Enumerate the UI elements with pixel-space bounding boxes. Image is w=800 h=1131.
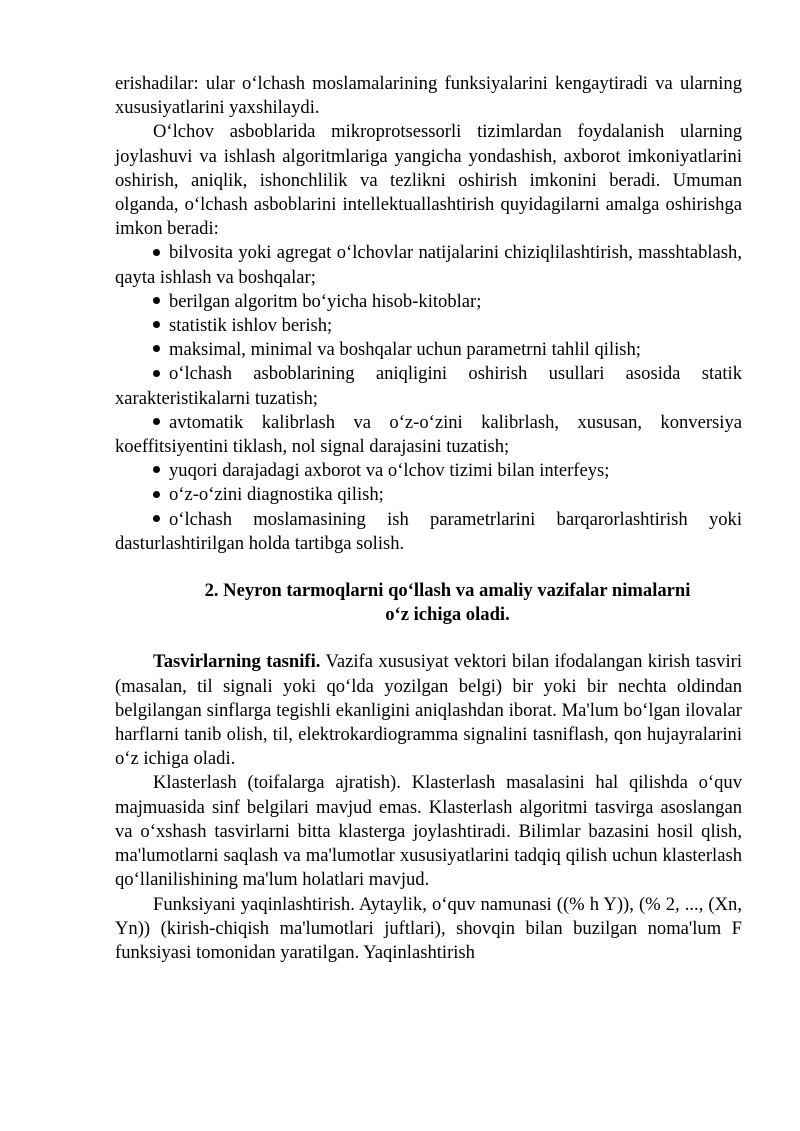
bullet-icon — [153, 491, 160, 498]
list-item-text: o‘lchash asboblarining aniqligini oshirish usullari asosida statik xarakteristikalarni tuzatish; — [115, 363, 742, 409]
bullet-icon — [153, 345, 160, 352]
paragraph-clustering: Klasterlash (toifalarga ajratish). Klasterlash masalasini hal qilishda o‘quv majmuasida sinf belgilari mavjud emas. Klasterlash algoritmi tasvirga asoslangan va o‘xshash tasvirlarni bitta klasterga joylashtiradi. Bilimlar bazasini hosil qlish, ma'lumotlarni saqlash va ma'lumotlar xususiyatlarini tadqiq qilish uchun klasterlash qo‘llanilishining ma'lum holatlari mavjud. — [115, 772, 742, 891]
paragraph-function-approximation: Funksiyani yaqinlashtirish. Aytaylik, o‘quv namunasi ((% h Y)), (% 2, ..., (Xn, Yn)) (kirish-chiqish ma'lumotlari juftlari), shovqin bilan buzilgan noma'lum F funksiyasi tomonidan yaratilgan. Yaqinlashtirish — [115, 893, 742, 963]
paragraph-text: Vazifa xususiyat vektori bilan ifodalangan kirish tasviri (masalan, til signali yoki qo‘lda yozilgan belgi) bir yoki bir nechta oldindan belgilangan sinflarga tegishli ekanligini aniqlashdan iborat. Ma'lum bo‘lgan ilovalar harflarni tanib olish, til, elektrokardiogramma signalini tasniflash, qon hujayralarini o‘z ichiga oladi. — [115, 651, 742, 770]
bullet-icon — [153, 370, 160, 377]
bullet-icon — [153, 515, 160, 522]
list-item — [115, 508, 742, 556]
list-item — [115, 362, 742, 410]
section-heading-line1: 2. Neyron tarmoqlarni qo‘llash va amaliy vazifalar nimalarni — [204, 580, 691, 602]
list-item-text: maksimal, minimal va boshqalar uchun parametrni tahlil qilish; — [169, 339, 641, 361]
list-item — [115, 241, 742, 289]
list-item-text: berilgan algoritm bo‘yicha hisob-kitoblar; — [169, 290, 482, 312]
bullet-icon — [153, 418, 160, 425]
list-item — [115, 338, 742, 362]
bullet-icon — [153, 249, 160, 256]
list-item — [115, 290, 742, 314]
section-heading — [115, 579, 742, 627]
paragraph-image-classification — [115, 650, 742, 771]
bullet-icon — [153, 466, 160, 473]
bullet-icon — [153, 297, 160, 304]
list-item-text: o‘z-o‘zini diagnostika qilish; — [169, 484, 384, 506]
list-item — [115, 483, 742, 507]
list-item — [115, 411, 742, 459]
list-item-text: o‘lchash moslamasining ish parametrlarini barqarorlashtirish yoki dasturlashtirilgan holda tartibga solish. — [115, 508, 742, 554]
list-item-text: yuqori darajadagi axborot va o‘lchov tizimi bilan interfeys; — [169, 460, 610, 482]
list-item-text: statistik ishlov berish; — [169, 315, 333, 337]
paragraph-lead-term: Tasvirlarning tasnifi. — [153, 651, 321, 673]
paragraph-intro: O‘lchov asboblarida mikroprotsessorli tizimlardan foydalanish ularning joylashuvi va ishlash algoritmlariga yangicha yondashish, axborot imkoniyatlarini oshirish, aniqlik, ishonchlilik va tezlikni oshirish imkonini beradi. Umuman olganda, o‘lchash asboblarini intellektuallashtirish quyidagilarni amalga oshirishga imkon beradi: — [115, 121, 742, 240]
document-page — [115, 72, 742, 965]
paragraph-intro-continuation: erishadilar: ular o‘lchash moslamalarining funksiyalarini kengaytiradi va ularning xususiyatlarini yaxshilaydi. — [115, 73, 742, 119]
section-heading-line2: o‘z ichiga oladi. — [385, 604, 510, 626]
list-item — [115, 459, 742, 483]
list-item — [115, 314, 742, 338]
bullet-icon — [153, 321, 160, 328]
list-item-text: avtomatik kalibrlash va o‘z-o‘zini kalibrlash, xususan, konversiya koeffitsiyentini tiklash, nol signal darajasini tuzatish; — [115, 411, 742, 458]
list-item-text: bilvosita yoki agregat o‘lchovlar natijalarini chiziqlilashtirish, masshtablash, qayta ishlash va boshqalar; — [115, 242, 742, 288]
